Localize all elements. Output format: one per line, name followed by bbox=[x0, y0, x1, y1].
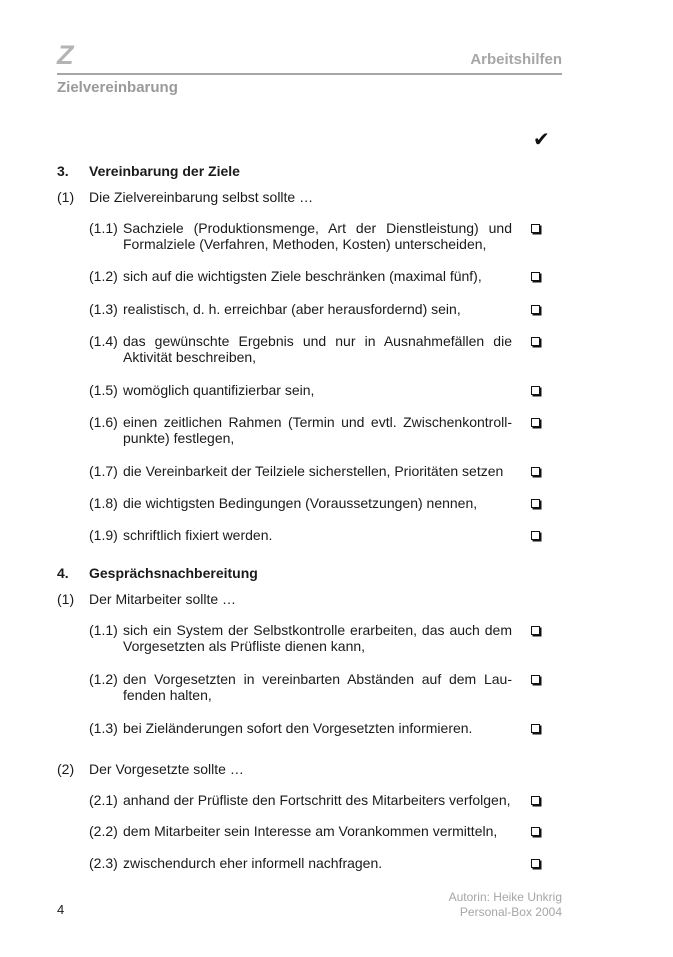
item-number: (2.2) bbox=[89, 823, 118, 839]
item-text: den Vorgesetzten in vereinbarten Abständen auf dem Lau- fenden halten, bbox=[123, 671, 512, 703]
list-item bbox=[89, 823, 512, 839]
checkbox[interactable] bbox=[531, 827, 540, 836]
checkbox[interactable] bbox=[531, 796, 540, 805]
list-item bbox=[89, 220, 512, 252]
checkbox[interactable] bbox=[531, 499, 540, 508]
checkbox[interactable] bbox=[531, 467, 540, 476]
group-number: (1) bbox=[57, 591, 75, 607]
item-text: womöglich quantifizierbar sein, bbox=[123, 382, 315, 398]
item-text: zwischendurch eher informell nachfragen. bbox=[123, 855, 383, 871]
item-text: bei Zieländerungen sofort den Vorgesetzten informieren. bbox=[123, 720, 473, 736]
checkbox[interactable] bbox=[531, 531, 540, 540]
header-divider bbox=[57, 73, 562, 75]
checkbox[interactable] bbox=[531, 272, 540, 281]
item-number: (2.1) bbox=[89, 792, 118, 808]
list-item bbox=[89, 382, 512, 398]
item-number: (1.1) bbox=[89, 220, 118, 236]
list-item bbox=[89, 333, 512, 365]
list-item bbox=[89, 671, 512, 703]
list-item bbox=[89, 301, 512, 317]
item-number: (1.9) bbox=[89, 527, 118, 543]
list-item bbox=[89, 463, 512, 479]
item-number: (1.2) bbox=[89, 671, 118, 687]
header-section-title: Arbeitshilfen bbox=[470, 51, 562, 68]
list-item bbox=[89, 527, 512, 543]
item-number: (1.1) bbox=[89, 622, 118, 638]
item-number: (1.3) bbox=[89, 301, 118, 317]
checkbox[interactable] bbox=[531, 626, 540, 635]
item-text: die wichtigsten Bedingungen (Voraussetzungen) nennen, bbox=[123, 495, 478, 511]
item-text: anhand der Prüfliste den Fortschritt des Mitarbeiters verfolgen, bbox=[123, 792, 511, 808]
item-number: (1.7) bbox=[89, 463, 118, 479]
checkbox[interactable] bbox=[531, 724, 540, 733]
group-intro-text: Die Zielvereinbarung selbst sollte … bbox=[89, 189, 314, 205]
item-text: Sachziele (Produktionsmenge, Art der Dienstleistung) und Formalziele (Verfahren, Methoden, Kosten) unterscheiden, bbox=[123, 220, 512, 252]
item-text: sich auf die wichtigsten Ziele beschränken (maximal fünf), bbox=[123, 268, 482, 284]
item-number: (1.6) bbox=[89, 414, 118, 430]
footer-author: Autorin: Heike Unkrig bbox=[448, 890, 562, 904]
checkbox[interactable] bbox=[531, 386, 540, 395]
item-number: (1.8) bbox=[89, 495, 118, 511]
section-number: 3. bbox=[57, 163, 69, 179]
item-text: die Vereinbarkeit der Teilziele sicherstellen, Prioritäten setzen bbox=[123, 463, 504, 479]
group-intro-text: Der Vorgesetzte sollte … bbox=[89, 761, 244, 777]
page-subtitle: Zielvereinbarung bbox=[57, 79, 178, 96]
section-number: 4. bbox=[57, 565, 69, 581]
item-text: schriftlich fixiert werden. bbox=[123, 527, 273, 543]
list-item bbox=[89, 268, 512, 284]
list-item bbox=[89, 792, 512, 808]
page-number: 4 bbox=[57, 902, 65, 917]
list-item bbox=[89, 414, 512, 446]
list-item bbox=[89, 495, 512, 511]
group-intro-text: Der Mitarbeiter sollte … bbox=[89, 591, 237, 607]
item-text: realistisch, d. h. erreichbar (aber herausfordernd) sein, bbox=[123, 301, 461, 317]
item-number: (1.4) bbox=[89, 333, 118, 349]
header-letter: Z bbox=[57, 40, 74, 70]
checkbox[interactable] bbox=[531, 337, 540, 346]
checkbox[interactable] bbox=[531, 418, 540, 427]
item-number: (1.2) bbox=[89, 268, 118, 284]
list-item bbox=[89, 720, 512, 736]
item-text: dem Mitarbeiter sein Interesse am Vorankommen vermitteln, bbox=[123, 823, 498, 839]
item-number: (2.3) bbox=[89, 855, 118, 871]
item-text: einen zeitlichen Rahmen (Termin und evtl. Zwischenkontroll- punkte) festlegen, bbox=[123, 414, 512, 446]
list-item bbox=[89, 622, 512, 654]
item-number: (1.3) bbox=[89, 720, 118, 736]
checkbox[interactable] bbox=[531, 305, 540, 314]
item-number: (1.5) bbox=[89, 382, 118, 398]
section-title: Gesprächsnachbereitung bbox=[89, 565, 258, 581]
item-text: das gewünschte Ergebnis und nur in Ausnahmefällen die Aktivität beschreiben, bbox=[123, 333, 512, 365]
group-number: (2) bbox=[57, 761, 75, 777]
section-title: Vereinbarung der Ziele bbox=[89, 163, 240, 179]
footer-source: Personal-Box 2004 bbox=[459, 905, 562, 919]
check-column-header-icon: ✔ bbox=[533, 127, 550, 151]
group-number: (1) bbox=[57, 189, 75, 205]
item-text: sich ein System der Selbstkontrolle erarbeiten, das auch dem Vorgesetzten als Prüfliste dienen kann, bbox=[123, 622, 512, 654]
checkbox[interactable] bbox=[531, 859, 540, 868]
checkbox[interactable] bbox=[531, 675, 540, 684]
list-item bbox=[89, 855, 512, 871]
footer-credits bbox=[449, 890, 562, 920]
checkbox[interactable] bbox=[531, 224, 540, 233]
